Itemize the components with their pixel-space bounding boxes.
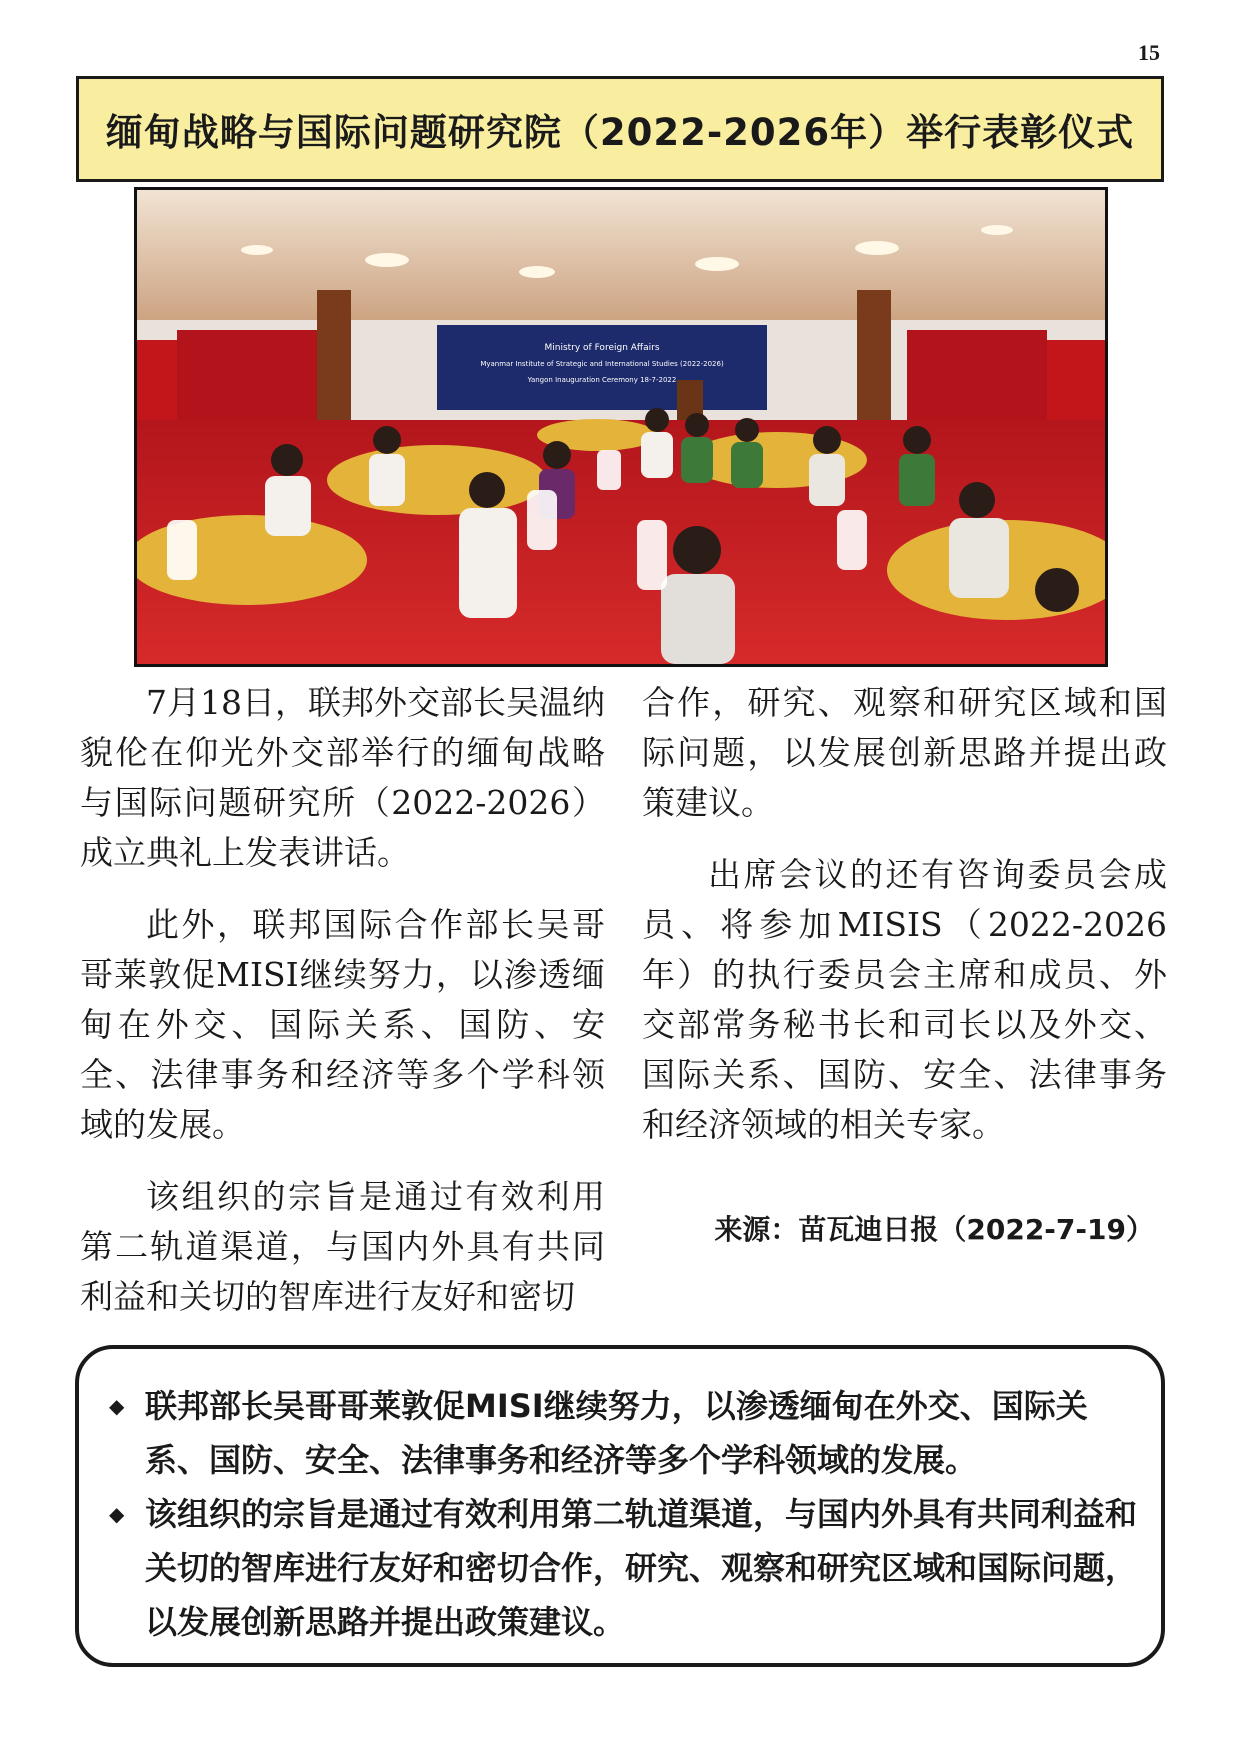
article-paragraph: 出席会议的还有咨询委员会成员、将参加MISIS（2022-2026年）的执行委员会主席和成员、外交部常务秘书长和司长以及外交、国际关系、国防、安全、法律事务和经济领域的相关专家。 bbox=[642, 855, 1167, 1144]
page-title: 缅甸战略与国际问题研究院（2022-2026年）举行表彰仪式 bbox=[105, 111, 1135, 154]
banner-line-3: Yangon Inauguration Ceremony 18-7-2022 bbox=[527, 376, 677, 384]
article-paragraph: 合作，研究、观察和研究区域和国际问题，以发展创新思路并提出政策建议。 bbox=[642, 683, 1167, 822]
banner-line-2: Myanmar Institute of Strategic and International Studies (2022-2026) bbox=[480, 360, 724, 368]
article-paragraph: 7月18日，联邦外交部长吴温纳貌伦在仰光外交部举行的缅甸战略与国际问题研究所（2022-2026）成立典礼上发表讲话。 bbox=[80, 683, 605, 872]
summary-text: 该组织的宗旨是通过有效利用第二轨道渠道，与国内外具有共同利益和关切的智库进行友好和密切合作，研究、观察和研究区域和国际问题，以发展创新思路并提出政策建议。 bbox=[145, 1495, 1138, 1641]
source-citation: 来源：苗瓦迪日报（2022-7-19） bbox=[714, 1213, 1154, 1246]
diamond-bullet-icon: ◆ bbox=[109, 1394, 125, 1418]
summary-box bbox=[75, 1345, 1165, 1667]
summary-item bbox=[109, 1487, 1137, 1649]
article-column-right bbox=[642, 678, 1167, 1172]
summary-item bbox=[109, 1379, 1137, 1487]
ceiling bbox=[137, 190, 1105, 340]
page-number: 15 bbox=[1138, 40, 1160, 65]
article-column-left bbox=[80, 678, 605, 1344]
ceremony-photo-illustration bbox=[137, 190, 1105, 664]
banner-line-1: Ministry of Foreign Affairs bbox=[544, 343, 660, 353]
article-paragraph: 该组织的宗旨是通过有效利用第二轨道渠道，与国内外具有共同利益和关切的智库进行友好和密切 bbox=[80, 1177, 605, 1316]
summary-text: 联邦部长吴哥哥莱敦促MISI继续努力，以渗透缅甸在外交、国际关系、国防、安全、法律事务和经济等多个学科领域的发展。 bbox=[145, 1387, 1088, 1479]
diamond-bullet-icon: ◆ bbox=[109, 1502, 125, 1526]
title-banner bbox=[76, 76, 1164, 182]
article-paragraph: 此外，联邦国际合作部长吴哥哥莱敦促MISI继续努力，以渗透缅甸在外交、国际关系、国防、安全、法律事务和经济等多个学科领域的发展。 bbox=[80, 905, 605, 1144]
ceremony-photo bbox=[134, 187, 1108, 667]
